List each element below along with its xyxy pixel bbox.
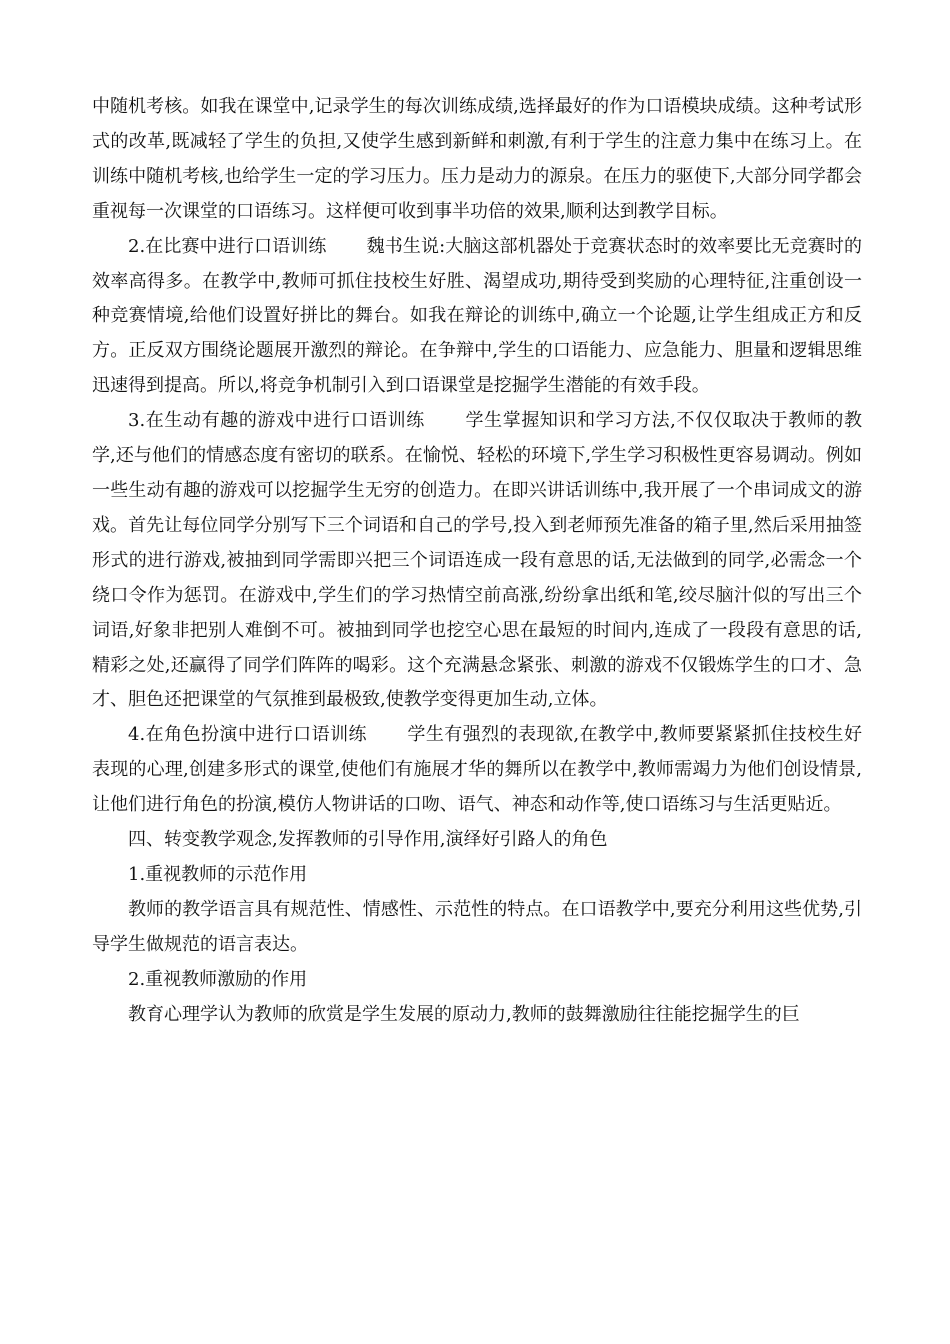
paragraph-demonstration: 教师的教学语言具有规范性、情感性、示范性的特点。在口语教学中,要充分利用这些优势,引导学生做规范的语言表达。 xyxy=(92,898,862,955)
roleplay-body: 学生有强烈的表现欲,在教学中,教师要紧紧抓住技校生好表现的心理,创建多形式的课堂,使他们有施展才华的舞所以在教学中,教师需竭力为他们创设情景,让他们进行角色的扮演,模仿人物讲话的口吻、语气、神态和动作等,使口语练习与生活更贴近。 xyxy=(92,724,862,816)
document-page xyxy=(92,90,862,1032)
game-body: 学生掌握知识和学习方法,不仅仅取决于教师的教学,还与他们的情感态度有密切的联系。在愉悦、轻松的环境下,学生学习积极性更容易调动。例如一些生动有趣的游戏可以挖掘学生无穷的创造力。在即兴讲话训练中,我开展了一个串词成文的游戏。首先让每位同学分别写下三个词语和自己的学号,投入到老师预先准备的箱子里,然后采用抽签形式的进行游戏,被抽到同学需即兴把三个词语连成一段有意思的话,无法做到的同学,必需念一个绕口令作为惩罚。在游戏中,学生们的学习热情空前高涨,纷纷拿出纸和笔,绞尽脑汁似的写出三个词语,好象非把别人难倒不可。被抽到同学也挖空心思在最短的时间内,连成了一段段有意思的话,精彩之处,还赢得了同学们阵阵的喝彩。这个充满悬念紧张、刺激的游戏不仅锻炼学生的口才、急才、胆色还把课堂的气氛推到最极致,使教学变得更加生动,立体。 xyxy=(92,410,862,711)
subsection-encouragement-title: 2.重视教师激励的作用 xyxy=(128,968,308,990)
subheading-game: 3.在生动有趣的游戏中进行口语训练 xyxy=(128,410,425,432)
paragraph-competition-training xyxy=(92,230,862,405)
subsection-demonstration-title: 1.重视教师的示范作用 xyxy=(128,863,308,885)
subheading-roleplay: 4.在角色扮演中进行口语训练 xyxy=(128,724,367,746)
paragraph-random-assessment: 中随机考核。如我在课堂中,记录学生的每次训练成绩,选择最好的作为口语模块成绩。这种考试形式的改革,既减轻了学生的负担,又使学生感到新鲜和刺激,有利于学生的注意力集中在练习上。在训练中随机考核,也给学生一定的学习压力。压力是动力的源泉。在压力的驱使下,大部分同学都会重视每一次课堂的口语练习。这样便可收到事半功倍的效果,顺利达到教学目标。 xyxy=(92,96,862,222)
competition-body: 魏书生说:大脑这部机器处于竞赛状态时的效率要比无竞赛时的效率高得多。在教学中,教师可抓住技校生好胜、渴望成功,期待受到奖励的心理特征,注重创设一种竞赛情境,给他们设置好拼比的舞台。如我在辩论的训练中,确立一个论题,让学生组成正方和反方。正反双方围绕论题展开激烈的辩论。在争辩中,学生的口语能力、应急能力、胆量和逻辑思维迅速得到提高。所以,将竞争机制引入到口语课堂是挖掘学生潜能的有效手段。 xyxy=(92,235,862,397)
paragraph-game-training xyxy=(92,404,862,718)
paragraph-roleplay-training xyxy=(92,718,862,823)
paragraph-encouragement: 教育心理学认为教师的欣赏是学生发展的原动力,教师的鼓舞激励往往能挖掘学生的巨 xyxy=(128,1003,800,1025)
subheading-competition: 2.在比赛中进行口语训练 xyxy=(128,235,327,257)
section-four-title: 四、转变教学观念,发挥教师的引导作用,演绎好引路人的角色 xyxy=(128,829,608,851)
